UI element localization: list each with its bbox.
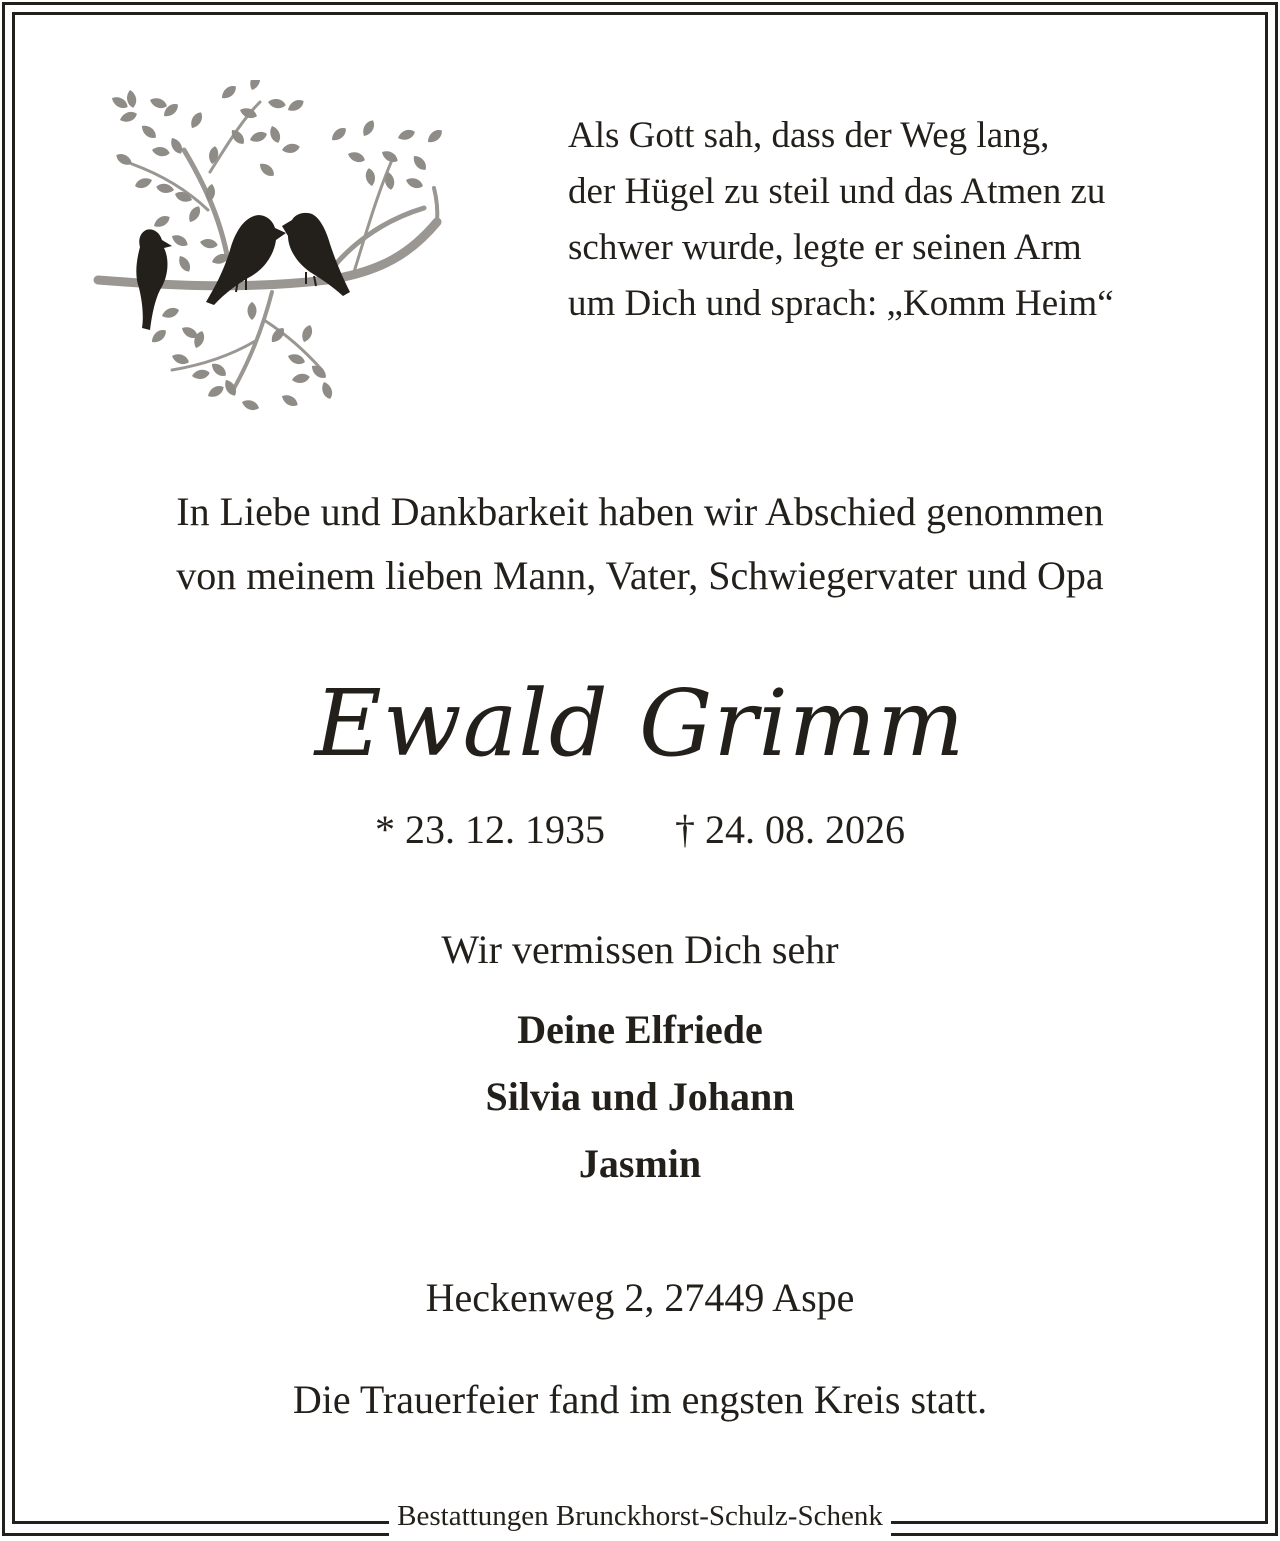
funeral-home-label: Bestattungen Brunckhorst-Schulz-Schenk	[389, 1496, 891, 1536]
footer	[0, 1496, 1280, 1541]
poem-line: Als Gott sah, dass der Weg lang,	[568, 115, 1050, 156]
birds-on-branch-icon	[92, 80, 452, 420]
poem-line: schwer wurde, legte er seinen Arm	[568, 227, 1082, 268]
family-signatures	[0, 996, 1280, 1197]
life-dates	[0, 804, 1280, 856]
family-member: Silvia und Johann	[485, 1074, 795, 1119]
family-member: Deine Elfriede	[517, 1007, 763, 1052]
funeral-note: Die Trauerfeier fand im engsten Kreis statt.	[292, 1377, 988, 1422]
family-member: Jasmin	[578, 1141, 702, 1186]
birth-date: * 23. 12. 1935	[375, 807, 605, 852]
poem-line: um Dich und sprach: „Komm Heim“	[568, 283, 1114, 324]
death-date: † 24. 08. 2026	[675, 807, 905, 852]
closing-line: Wir vermissen Dich sehr	[441, 927, 839, 972]
farewell-intro	[0, 480, 1280, 608]
poem-line: der Hügel zu steil und das Atmen zu	[568, 171, 1106, 212]
deceased-name: Ewald Grimm	[314, 670, 966, 777]
poem	[568, 108, 1248, 332]
intro-line: In Liebe und Dankbarkeit haben wir Abschied genommen	[176, 489, 1104, 534]
address: Heckenweg 2, 27449 Aspe	[425, 1275, 855, 1320]
intro-line: von meinem lieben Mann, Vater, Schwiegervater und Opa	[176, 553, 1104, 598]
